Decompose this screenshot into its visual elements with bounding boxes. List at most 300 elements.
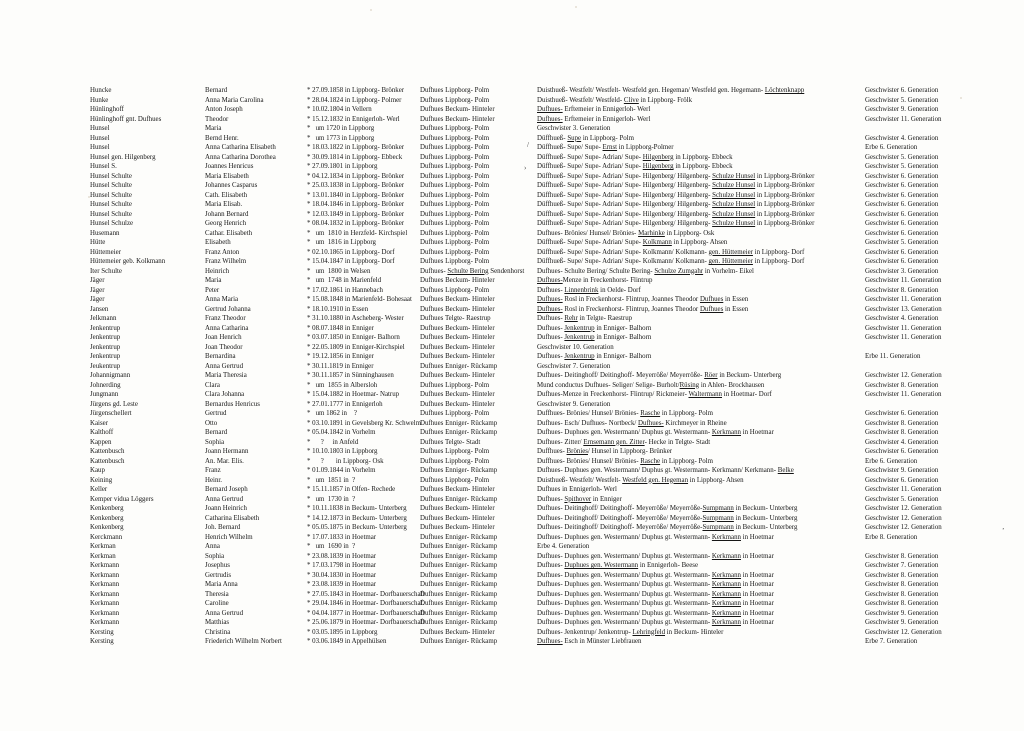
birth-cell: * 15.04.1847 in Lippborg- Dorf [307,258,395,265]
surname-cell: Jansen [90,305,109,313]
dufhues-line-cell: Dufhues Lippborg- Polm [420,410,490,417]
generation-cell: Geschwister 8. Generation [865,419,939,427]
birth-cell: * 05.05.1875 in Beckum- Unterberg [307,524,407,531]
table-row [90,362,1010,372]
generation-cell: Geschwister 12. Generation [865,524,942,531]
dufhues-line-cell: Dufhues Beckum- Hinteler [420,106,495,113]
dufhues-line-cell: Dufhues Lippborg- Polm [420,476,490,484]
generation-cell: Geschwister 6. Generation [865,201,939,208]
given-names-cell: Clara Johanna [205,391,245,398]
dufhues-line-cell: Dufhues Enniger- Rückamp [420,590,498,598]
surname-cell: Jelkmann [90,315,117,322]
dufhues-line-cell: Dufhues Beckum- Hinteler [420,296,495,303]
generation-cell: Geschwister 9. Generation [865,467,939,474]
generation-cell: Geschwister 8. Generation [865,590,939,598]
table-row [90,390,1010,400]
generation-cell: Geschwister 5. Generation [865,163,939,170]
birth-cell: * um 1851 in ? [307,476,356,484]
surname-cell: Johnerding [90,381,121,389]
generation-cell: Geschwister 6. Generation [865,220,939,227]
table-row [90,219,1010,229]
lineage-detail-cell: Dufhues- Jenkentrup in Enniger- Balhorn [537,324,652,332]
dufhues-line-cell: Dufhues Lippborg- Polm [420,201,490,208]
generation-cell: Geschwister 8. Generation [865,381,939,389]
birth-cell: * 05.04.1842 in Vorhelm [307,429,376,436]
surname-cell: Kerkmann [90,609,120,617]
dufhues-line-cell: Dufhues Lippborg- Polm [420,134,490,142]
birth-cell: * 27.09.1858 in Lippborg- Brönker [307,87,405,94]
given-names-cell: Caroline [205,600,229,607]
birth-cell: * 30.11.1819 in Enniger [307,362,374,370]
table-row [90,200,1010,210]
surname-cell: Kaiser [90,419,108,427]
dufhues-line-cell: Dufhues Beckum- Hinteler [420,391,495,398]
surname-cell: Kemper vidua Löggers [90,495,154,503]
generation-cell: Geschwister 11. Generation [865,277,942,284]
given-names-cell: Gertrud [205,410,227,417]
surname-cell: Jungmann [90,391,119,398]
table-row [90,105,1010,115]
given-names-cell: Heinrich [205,267,230,275]
given-names-cell: Joh. Bernard [205,524,241,531]
given-names-cell: Joannes Henricus [205,163,254,170]
given-names-cell: Bernardus Henricus [205,400,260,408]
surname-cell: Kattenbusch [90,448,125,455]
given-names-cell: Theresia [205,590,229,598]
dufhues-line-cell: Dufhues Lippborg- Polm [420,381,490,389]
generation-cell: Geschwister 11. Generation [865,486,942,493]
birth-cell: * um 1690 in ? [307,543,356,550]
birth-cell: * 15.12.1832 in Ennigerloh- Werl [307,115,400,123]
given-names-cell: Joann Heinrich [205,505,247,512]
generation-cell: Geschwister 12. Generation [865,628,942,636]
generation-cell: Geschwister 4. Generation [865,438,939,446]
birth-cell: * um 1720 in Lippborg [307,125,375,132]
dufhues-line-cell: Dufhues Enniger- Rückamp [420,571,498,579]
lineage-detail-cell: Geschwister 3. Generation [537,125,611,132]
birth-cell: * 04.04.1877 in Hoetmar- Dorfbauerschaft [307,609,425,617]
dufhues-line-cell: Dufhues Enniger- Rückamp [420,562,498,569]
table-row [90,343,1010,353]
given-names-cell: Clara [205,381,220,389]
birth-cell: * 10.11.1838 in Beckum- Unterberg [307,505,407,512]
dufhues-line-cell: Dufhues Beckum- Hinteler [420,277,495,284]
surname-cell: Hünlinghoff [90,106,124,113]
surname-cell: Hunsel Schulze [90,220,134,227]
generation-cell: Geschwister 6. Generation [865,258,939,265]
dufhues-line-cell: Dufhues Lippborg- Polm [420,153,490,161]
table-row [90,143,1010,153]
table-row [90,181,1010,191]
lineage-detail-cell: Düffhueß- Supe/ Supe- Adrian/ Supe- Hilgenberg/ Hilgenberg- Schulze Hunsel in Lippborg-Brönker [537,191,815,199]
table-row [90,286,1010,296]
generation-cell: Geschwister 8. Generation [865,286,939,294]
lineage-detail-cell: Mund conductus Dufhues- Seliger/ Selige- Burholt/Rüsing in Ahlen- Brockhausen [537,381,765,389]
surname-cell: Kersting [90,628,114,636]
table-row [90,409,1010,419]
lineage-detail-cell: Düffhueß- Supe in Lippborg- Polm [537,134,635,142]
dufhues-line-cell: Dufhues Lippborg- Polm [420,210,490,218]
dufhues-line-cell: Dufhues Lippborg- Polm [420,87,490,94]
dufhues-line-cell: Dufhues Lippborg- Polm [420,182,490,189]
lineage-detail-cell: Dufhues in Ennigerloh- Werl [537,486,617,493]
table-row [90,552,1010,562]
given-names-cell: Josephus [205,562,230,569]
table-row [90,324,1010,334]
dufhues-line-cell: Dufhues Enniger- Rückamp [420,533,498,541]
birth-cell: * um 1855 in Albersloh [307,381,378,389]
given-names-cell: Bernd Henr. [205,134,239,142]
generation-cell: Geschwister 12. Generation [865,372,942,379]
surname-cell: Hunsel Schulte [90,182,132,189]
generation-cell: Geschwister 11. Generation [865,391,942,398]
surname-cell: Keller [90,486,108,493]
table-row [90,590,1010,600]
given-names-cell: An. Mar. Elis. [205,457,244,465]
table-row [90,371,1010,381]
dufhues-line-cell: Dufhues Beckum- Hinteler [420,115,495,123]
generation-cell: Geschwister 6. Generation [865,229,939,237]
birth-cell: * 23.08.1839 in Hoetmar [307,581,377,588]
lineage-detail-cell: Dufhues- Duphues gen. Westermann/ Duphus gt. Westermann- Kerkmann in Hoetmar [537,552,774,560]
table-row [90,504,1010,514]
table-row [90,210,1010,220]
birth-cell: * 28.04.1824 in Lippborg- Polmer [307,96,402,104]
lineage-detail-cell: Dufhues- Duphues gen. Westermann/ Duphus gt. Westermann- Kerkmann in Hoetmar [537,600,774,607]
generation-cell: Geschwister 9. Generation [865,619,939,626]
table-row [90,115,1010,125]
birth-cell: * 17.03.1798 in Hoetmar [307,562,377,569]
surname-cell: Kerkman [90,552,116,560]
surname-cell: Kerkmann [90,581,120,588]
generation-cell: Geschwister 5. Generation [865,495,939,503]
birth-cell: * 04.12.1834 in Lippborg- Brönker [307,172,405,180]
table-row [90,514,1010,524]
given-names-cell: Anna Gertrud [205,609,244,617]
surname-cell: Jenkentrup [90,353,121,360]
lineage-detail-cell: Dufhues- Rehr in Telgte- Raestrup [537,315,633,322]
surname-cell: Kenkenberg [90,514,124,522]
birth-cell: * ? in Lippborg- Osk [307,457,384,465]
given-names-cell: Sophia [205,438,225,446]
birth-cell: * 30.04.1830 in Hoetmar [307,571,377,579]
lineage-detail-cell: Dufhues- Esch in Münster Liebfrauen [537,638,642,645]
birth-cell: * 30.11.1857 in Sünninghausen [307,372,394,379]
birth-cell: * 08.07.1848 in Enniger [307,324,374,332]
scan-artifact-mark: / [527,141,529,149]
birth-cell: * 02.10.1865 in Lippborg- Dorf [307,248,395,256]
birth-cell: * 27.05.1843 in Hoetmar- Dorfbauerschaft [307,590,425,598]
surname-cell: Hunsel Schulte [90,210,132,218]
birth-cell: * 17.07.1833 in Hoetmar [307,533,377,541]
table-row [90,96,1010,106]
surname-cell: Kaup [90,467,105,474]
generation-cell: Erbe 6. Generation [865,144,918,151]
given-names-cell: Anna Gertrud [205,495,244,503]
birth-cell: * 18.10.1910 in Essen [307,305,369,313]
given-names-cell: Peter [205,286,220,294]
dufhues-line-cell: Dufhues Telgte- Raestrup [420,315,491,322]
birth-cell: * 03.07.1850 in Enniger- Balhorn [307,334,400,341]
dufhues-line-cell: Dufhues Beckum- Hinteler [420,343,495,351]
generation-cell: Erbe 6. Generation [865,457,918,465]
dufhues-line-cell: Dufhues Enniger- Rückamp [420,619,498,626]
dufhues-line-cell: Dufhues Enniger- Rückamp [420,362,498,370]
table-row [90,124,1010,134]
generation-cell: Geschwister 5. Generation [865,153,939,161]
given-names-cell: Anna Maria [205,296,239,303]
generation-cell: Geschwister 11. Generation [865,296,942,303]
birth-cell: * 27.01.1777 in Ennigerloh [307,400,383,408]
table-row [90,609,1010,619]
surname-cell: Hüttemeier [90,248,121,256]
lineage-detail-cell: Dufhues- Duphues gen. Westermann in Ennigerloh- Beese [537,562,699,569]
generation-cell: Geschwister 6. Generation [865,476,939,484]
lineage-detail-cell: Dufhues- Duphues gen. Westermann/ Duphus gt. Westermann- Kerkmann in Hoetmar [537,533,774,541]
given-names-cell: Joan Theodor [205,343,243,351]
generation-cell [865,343,1010,353]
dufhues-line-cell: Dufhues Beckum- Hinteler [420,334,495,341]
table-row [90,466,1010,476]
lineage-detail-cell: Düffhueß- Supe/ Supe- Adrian/ Supe- Kolkmann in Lippborg- Ahsen [537,239,728,246]
given-names-cell: Franz Theodor [205,315,246,322]
surname-cell: Kerckmann [90,533,123,541]
lineage-detail-cell: Duisthueß- Westfelt/ Westfelt- Westfeld gen. Hegeman/ Westfeld gen. Hegemann- Löchtenknapp [537,87,805,94]
surname-cell: Keining [90,476,113,484]
dufhues-line-cell: Dufhues- Schulte Bering Sendenhorst [420,267,525,275]
birth-cell: * 29.04.1846 in Hoetmar- Dorfbauerschaf. [307,600,425,607]
table-row [90,457,1010,467]
birth-cell: * 27.09.1801 in Lippborg [307,163,378,170]
table-row [90,618,1010,628]
lineage-detail-cell: Dufhues-Menze in Freckenhorst- Flintrup/ Rickmeier- Waltermann in Hoetmar- Dorf [537,391,772,398]
dufhues-line-cell: Dufhues Lippborg- Polm [420,258,490,265]
table-row [90,257,1010,267]
given-names-cell: Gertrudis [205,571,232,579]
dufhues-line-cell: Dufhues Lippborg- Polm [420,144,490,151]
birth-cell: * 12.03.1849 in Lippborg- Brönker [307,210,405,218]
generation-cell: Geschwister 6. Generation [865,191,939,199]
table-row [90,162,1010,172]
scan-artifact-mark: ’ [1002,527,1005,535]
lineage-detail-cell: Duisthueß- Westfelt/ Westfelt- Westfeld gen. Hegeman in Lippborg- Ahsen [537,476,744,484]
generation-cell: Geschwister 3. Generation [865,267,939,275]
dufhues-line-cell: Dufhues Beckum- Hinteler [420,372,495,379]
birth-cell: * um 1730 in ? [307,495,356,503]
surname-cell: Hunsel S. [90,163,117,170]
table-row [90,314,1010,324]
table-row [90,267,1010,277]
lineage-detail-cell: Dufhues- Zitter/ Ernsemann gen. Zitter- Hecke in Telgte- Stadt [537,438,711,446]
surname-cell: Kalthoff [90,429,114,436]
given-names-cell: Bernard [205,87,228,94]
table-row [90,191,1010,201]
scan-speck [575,6,577,8]
generation-cell: Geschwister 11. Generation [865,334,942,341]
given-names-cell: Bernardina [205,353,236,360]
lineage-detail-cell: Düffhueß- Supe/ Supe- Adrian/ Supe- Kolkmann/ Kolkmann- gen. Hüttemeier in Lippborg- Dorf [537,248,805,256]
surname-cell: Hunsel Schulte [90,201,132,208]
dufhues-line-cell: Dufhues Enniger- Rückamp [420,552,498,560]
surname-cell: Jäger [90,286,105,294]
given-names-cell: Anna Catharina Elisabeth [205,144,276,151]
generation-cell: Erbe 7. Generation [865,638,918,645]
given-names-cell: Henrich Wilhelm [205,533,253,541]
given-names-cell: Maria Theresia [205,372,247,379]
birth-cell: * 19.12.1856 in Enniger [307,353,374,360]
surname-cell: Hunsel [90,125,110,132]
lineage-detail-cell: Dufhues- Duphues gen. Westermann/ Duphus gt. Westermann- Kerkmann in Hoetmar [537,581,774,588]
table-row [90,86,1010,96]
surname-cell: Kerkmann [90,619,120,626]
generation-cell: Geschwister 11. Generation [865,115,942,123]
surname-cell: Hunke [90,96,109,104]
surname-cell: Jenkentrup [90,334,121,341]
birth-cell: * 03.10.1891 in Gevelsberg Kr. Schwelm [307,419,421,427]
dufhues-line-cell: Dufhues Lippborg- Polm [420,248,490,256]
dufhues-line-cell: Dufhues Lippborg- Polm [420,286,490,294]
surname-cell: Kappen [90,438,112,446]
table-row [90,628,1010,638]
table-row [90,400,1010,410]
table-row [90,447,1010,457]
generation-cell: Geschwister 8. Generation [865,429,939,436]
lineage-detail-cell: Dufhues- Brönies/ Hunsel/ Brönies- Marhinke in Lippborg- Osk [537,229,715,237]
generation-cell: Geschwister 6. Generation [865,87,939,94]
table-row [90,485,1010,495]
generation-cell [865,124,1010,134]
lineage-detail-cell: Erbe 4. Generation [537,543,590,550]
dufhues-line-cell: Dufhues Lippborg- Polm [420,220,490,227]
generation-cell [865,362,1010,372]
given-names-cell: Anna Catharina Dorothea [205,153,276,161]
lineage-detail-cell: Dufhues- Duphues gen. Westermann/ Duphus gt. Westermann- Kerkmann/ Kerkmann- Belke [537,467,794,474]
dufhues-line-cell: Dufhues Lippborg- Polm [420,239,490,246]
surname-cell: Jürgens gd. Leste [90,400,138,408]
birth-cell: * 14.12.1873 in Beckum- Unterberg [307,514,407,522]
generation-cell: Geschwister 5. Generation [865,239,939,246]
surname-cell: Hunsel Schulte [90,172,132,180]
dufhues-line-cell: Dufhues Enniger- Rückamp [420,467,498,474]
table-row [90,172,1010,182]
lineage-detail-cell: Dufhues- Duphues gen. Westermann/ Duphus gt. Westermann- Kerkmann in Hoetmar [537,609,774,617]
lineage-detail-cell: Dufhues- Duphues gen. Westermann/ Duphus gt. Westermann- Kerkmann in Hoetmar [537,429,774,436]
table-row [90,333,1010,343]
dufhues-line-cell: Dufhues Lippborg- Polm [420,125,490,132]
given-names-cell: Johann Bernard [205,210,249,218]
table-row [90,476,1010,486]
lineage-detail-cell: Düffhueß- Supe/ Supe- Adrian/ Supe- Hilgenberg in Lippborg- Ebbeck [537,153,733,161]
lineage-detail-cell: Dufhues- Deitinghoff/ Deitinghoff- Meyerröße/ Meyerröße-Sumpmann in Beckum- Unterberg [537,505,798,512]
given-names-cell: Franz Anton [205,248,240,256]
table-row [90,542,1010,552]
genealogy-table [90,86,1010,647]
surname-cell: Kerkmann [90,600,120,607]
birth-cell: * um 1748 in Marienfeld [307,277,382,284]
dufhues-line-cell: Dufhues Lippborg- Polm [420,229,490,237]
birth-cell: * 03.06.1849 in Appelhülsen [307,638,387,645]
lineage-detail-cell: Dufhues- Esch/ Dufhues- Nortbeck/ Dufhues- Kirchmeyer in Rheine [537,419,727,427]
surname-cell: Jäger [90,277,105,284]
dufhues-line-cell: Dufhues Lippborg- Polm [420,96,490,104]
dufhues-line-cell: Dufhues Enniger- Rückamp [420,638,498,645]
generation-cell: Geschwister 8. Generation [865,552,939,560]
birth-cell: * um 1800 in Welsen [307,267,371,275]
dufhues-line-cell: Dufhues Beckum- Hinteler [420,486,495,493]
birth-cell: * 17.02.1861 in Hannebach [307,286,383,294]
birth-cell: * 15.04.1882 in Hoetmar- Natrup [307,391,400,398]
table-row [90,238,1010,248]
given-names-cell: Otto [205,419,218,427]
scan-speck [960,97,962,99]
lineage-detail-cell: Dufhues- Erftemeier in Ennigerloh- Werl [537,106,651,113]
dufhues-line-cell: Dufhues Enniger- Rückamp [420,600,498,607]
table-row [90,248,1010,258]
table-row [90,571,1010,581]
surname-cell: Jäger [90,296,105,303]
given-names-cell: Anna Catharina [205,324,249,332]
generation-cell: Geschwister 6. Generation [865,410,939,417]
dufhues-line-cell: Dufhues Beckum- Hinteler [420,400,495,408]
generation-cell: Geschwister 6. Generation [865,210,939,218]
dufhues-line-cell: Dufhues Enniger- Rückamp [420,543,498,550]
surname-cell: Kenkenberg [90,524,124,531]
given-names-cell: Sophia [205,552,225,560]
lineage-detail-cell: Dufhues- Schulte Bering/ Schulte Bering- Schulze Zumgahr in Vorhelm- Eikel [537,267,754,275]
generation-cell [865,542,1010,552]
birth-cell: * 03.05.1895 in Lippborg [307,628,378,636]
dufhues-line-cell: Dufhues Beckum- Hinteler [420,305,495,313]
given-names-cell: Friederich Wilhelm Norbert [205,638,282,645]
lineage-detail-cell: Düffhueß- Supe/ Supe- Adrian/ Supe- Hilgenberg/ Hilgenberg- Schulze Hunsel in Lippborg-Brönker [537,210,815,218]
table-row [90,305,1010,315]
generation-cell: Geschwister 13. Generation [865,305,942,313]
given-names-cell: Heinr. [205,476,223,484]
birth-cell: * 10.02.1804 in Vellern [307,106,372,113]
dufhues-line-cell: Dufhues Beckum- Hinteler [420,505,495,512]
generation-cell: Geschwister 9. Generation [865,609,939,617]
lineage-detail-cell: Düffhueß- Supe/ Supe- Adrian/ Supe- Hilgenberg in Lippborg- Ebbeck [537,163,733,170]
surname-cell: Jürgenschellert [90,410,132,417]
given-names-cell: Cathar. Elisabeth [205,229,253,237]
lineage-detail-cell: Dufhues- Rosl in Freckenhorst- Flintrup, Joannes Theodor Dufhues in Essen [537,305,749,313]
table-row [90,495,1010,505]
generation-cell: Geschwister 6. Generation [865,172,939,180]
lineage-detail-cell: Dufhues- Duphues gen. Westermann/ Duphus gt. Westermann- Kerkmann in Hoetmar [537,571,774,579]
table-row [90,134,1010,144]
birth-cell: * 25.06.1879 in Hoetmar- Dorfbauerschaft [307,619,425,626]
given-names-cell: Matthias [205,619,230,626]
generation-cell: Geschwister 11. Generation [865,324,942,332]
dufhues-line-cell: Dufhues Beckum- Hinteler [420,628,495,636]
surname-cell: Hunsel [90,144,110,151]
lineage-detail-cell: Duffhues- Brönies/ Hunsel in Lippborg- Brünker [537,448,673,455]
lineage-detail-cell: Düffhueß- Supe/ Supe- Adrian/ Supe- Hilgenberg/ Hilgenberg- Schulze Hunsel in Lippborg-Brönker [537,172,815,180]
lineage-detail-cell: Dufhues- Erftemeier in Ennigerloh- Werl [537,115,651,123]
generation-cell: Geschwister 7. Generation [865,562,939,569]
table-row [90,523,1010,533]
surname-cell: Kerkmann [90,571,120,579]
given-names-cell: Anna Maria Carolina [205,96,264,104]
dufhues-line-cell: Dufhues Telgte- Stadt [420,438,481,446]
table-row [90,533,1010,543]
given-names-cell: Anton Joseph [205,106,243,113]
birth-cell: * 15.11.1857 in Olfen- Rechede [307,486,396,493]
birth-cell: * um 1773 in Lippborg [307,134,375,142]
surname-cell: Kenkenberg [90,505,124,512]
generation-cell: Geschwister 8. Generation [865,600,939,607]
given-names-cell: Gertrud Johanna [205,305,251,313]
